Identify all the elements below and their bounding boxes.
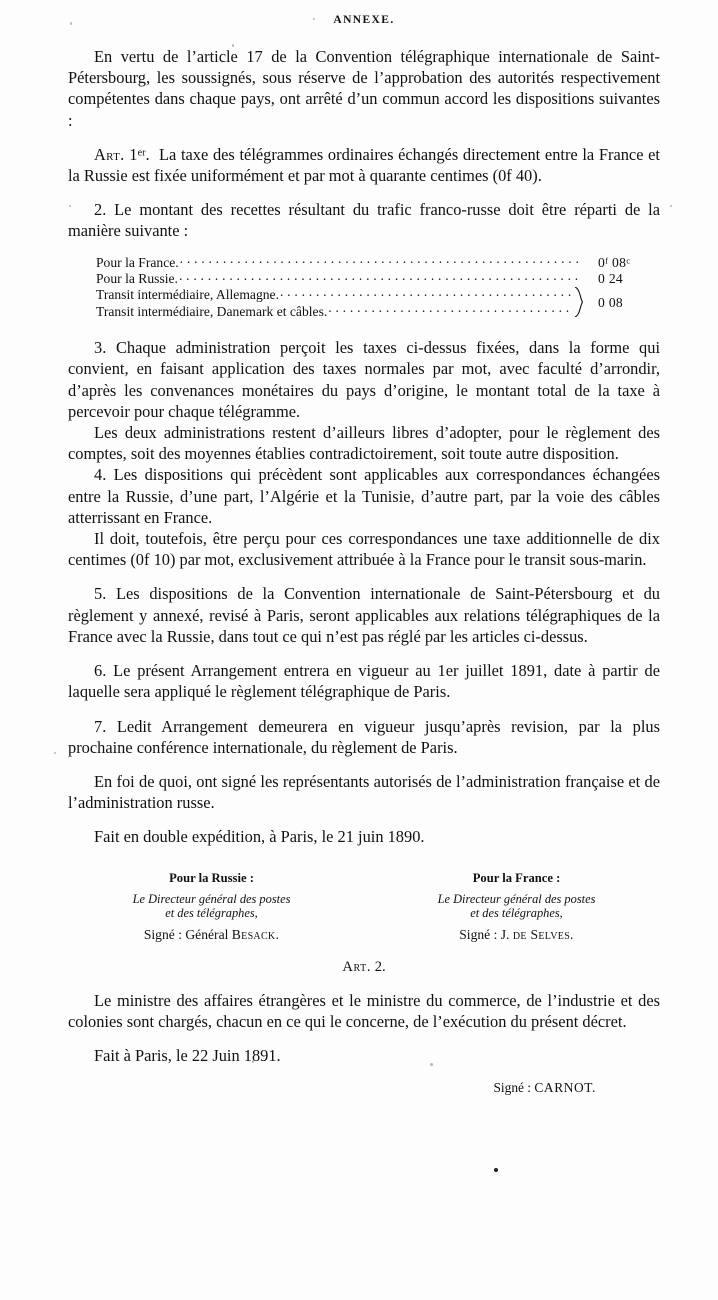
paragraph-article-7: 7. Ledit Arrangement demeurera en vigueur jusqu’après revision, par la plus prochaine conférence internationale, du règlement de Paris. [68,716,660,757]
tariff-francs: 0 [598,254,606,270]
signature-name: Besack. [231,926,280,942]
running-head: ANNEXE. [333,14,395,26]
tariff-row [96,270,660,286]
tariff-value [584,271,660,286]
article-1-ordinal: er [137,147,146,159]
paragraph-closing-2: Fait en double expédition, à Paris, le 21 juin 1890. [94,827,425,847]
signature-heading: Pour la France : [472,870,561,885]
article-1-text: La taxe des télégrammes ordinaires échangés directement entre la France et la Russie est fixée uniformément et par mot à quarante centimes (0f 40). [68,144,660,186]
paragraph-article-4b: Il doit, toutefois, être perçu pour ces correspondances une taxe additionnelle de dix centimes (0f 10) par mot, exclusivement attribuée à la France pour le transit sous-marin. [68,529,660,570]
signature-france [373,870,660,943]
tariff-francs: 0 [598,271,606,287]
paragraph-closing-1: En foi de quoi, ont signé les représentants autorisés de l’administration française et de l’administration russe. [68,771,660,813]
scan-speck [670,205,672,207]
paragraph-article-3b: Les deux administrations restent d’ailleurs libres d’adopter, pour le règlement des comptes, soit des moyennes établies contradictoirement, soit toute autre disposition. [68,423,660,464]
scan-speck [54,752,56,754]
tariff-value [584,255,660,270]
tariff-label: Transit intermédiaire, Allemagne. [96,287,279,303]
signature-signed [373,927,660,943]
brace-icon [574,286,584,319]
paragraph-article-1 [68,144,660,186]
tariff-row [96,286,576,302]
dot-leader [180,254,582,267]
tariff-row [96,303,576,319]
article-2-label: Art. [342,958,372,975]
paragraph-final-date: Fait à Paris, le 22 Juin 1891. [94,1045,281,1065]
signature-title-line-1: Le Directeur général des postes [132,891,291,906]
article-1-label: Art. [94,144,125,164]
article-1-number: 1 [129,144,138,164]
tariff-label: Pour la France. [96,254,179,270]
paragraph-article-4: 4. Les dispositions qui précèdent sont applicables aux correspondances échangées entre la Russie, d’une part, l’Algérie et la Tunisie, d’autre part, par la voie des câbles atterrissant en France. [68,465,660,527]
final-signature [68,1080,660,1096]
tariff-centimes: 24 [608,271,624,287]
signature-title-line-1: Le Directeur général des postes [437,891,596,906]
signature-block [68,870,660,943]
final-signed-label: Signé : [493,1080,532,1096]
signature-title-line-2: et des télégraphes, [470,905,563,920]
dot-leader [328,303,574,316]
paragraph-article-2-body: Le ministre des affaires étrangères et le ministre du commerce, de l’industrie et des colonies sont chargés, chacun en ce qui le concerne, de l’exécution du présent décret. [68,990,660,1031]
article-1-label-suffix: . [145,144,150,164]
tariff-centimes: 08 [612,254,627,270]
tariff-table [68,254,660,320]
signature-title-line-2: et des télégraphes, [165,905,258,920]
signature-name: de Selves. [512,926,574,942]
tariff-group-labels [96,286,576,319]
tariff-label: Pour la Russie. [96,271,178,287]
franc-mark: f [605,255,609,266]
signature-signed-label: Signé : Général [143,926,229,942]
tariff-francs: 0 [598,295,606,311]
tariff-row [96,254,660,270]
signature-russia [68,870,373,943]
signature-title [373,892,660,920]
tariff-grouped-rows [96,286,660,319]
dot-leader [179,270,582,283]
signature-heading: Pour la Russie : [169,870,254,885]
paragraph-preamble: En vertu de l’article 17 de la Convention télégraphique internationale de Saint-Pétersbourg, les soussignés, sous réserve de l’approbation des autorités respectivement compétentes dans chaque pays, ont arrêté d’un commun accord les dispositions suivantes : [68,47,660,130]
paragraph-article-6: 6. Le présent Arrangement entrera en vigueur au 1er juillet 1891, date à partir de laquelle sera appliqué le règlement télégraphique de Paris. [68,661,660,702]
signature-signed [68,927,355,943]
tariff-label: Transit intermédiaire, Danemark et câbles. [96,303,328,319]
article-2-number: 2. [374,958,386,975]
tariff-group-value [584,286,660,319]
signature-signed-label: Signé : J. [459,926,510,942]
scan-speck [494,1168,498,1172]
paragraph-article-3: 3. Chaque administration perçoit les taxes ci-dessus fixées, dans la forme qui convient, en faisant application des taxes normales par mot, avec faculté d’arrondir, d’après les convenances monétaires du pays d’origine, le montant total de la taxe à percevoir pour chaque télégramme. [68,338,660,421]
centime-mark: c [626,255,631,266]
document-content [68,14,660,1096]
final-signed-name: CARNOT. [534,1080,596,1096]
paragraph-clause-2: 2. Le montant des recettes résultant du trafic franco-russe doit être réparti de la manière suivante : [68,200,660,241]
dot-leader [280,286,574,299]
paragraph-article-5: 5. Les dispositions de la Convention internationale de Saint-Pétersbourg et du règlement y annexé, revisé à Paris, seront applicables aux relations télégraphiques de la France avec la Russie, dans tout ce qui n’est pas réglé par les articles ci-dessus. [68,584,660,646]
tariff-centimes: 08 [608,295,624,311]
article-2-heading [68,959,660,976]
signature-title [68,892,355,920]
